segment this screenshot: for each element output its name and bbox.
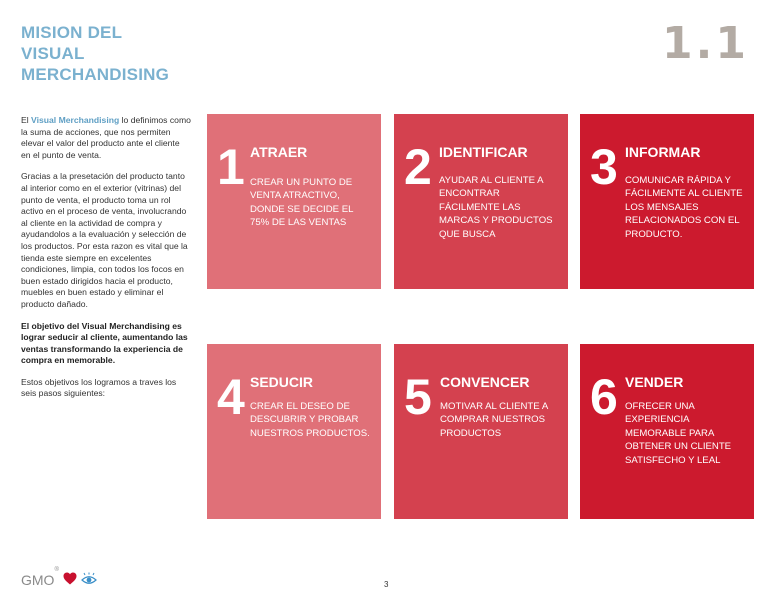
intro-paragraph-3: El objetivo del Visual Merchandising es lograr seducir al cliente, aumentando las ventas transformando la experiencia de compra en memorable. [21, 320, 188, 366]
step-title: INFORMAR [625, 144, 701, 160]
title-line-1: MISION DEL [21, 23, 123, 42]
step-card-6 [580, 344, 754, 519]
step-number: 2 [404, 139, 432, 195]
step-card-2 [394, 114, 568, 289]
step-number: 6 [590, 369, 618, 425]
brand-text: GMO [21, 572, 55, 588]
step-description: MOTIVAR AL CLIENTE A COMPRAR NUESTROS PRODUCTOS [440, 401, 548, 439]
brand-logo [21, 567, 97, 588]
step-description: AYUDAR AL CLIENTE A ENCONTRAR FÁCILMENTE LAS MARCAS Y PRODUCTOS QUE BUSCA [439, 175, 553, 240]
step-description: CREAR UN PUNTO DE VENTA ATRACTIVO, DONDE SE DECIDE EL 75% DE LAS VENTAS [250, 177, 354, 229]
step-title: VENDER [625, 374, 684, 390]
section-number: 1.1 [662, 18, 749, 69]
intro-text [21, 115, 191, 410]
intro-p1-prefix: El [21, 115, 32, 125]
step-number: 4 [217, 369, 245, 425]
title-line-2: VISUAL [21, 44, 85, 63]
step-title: IDENTIFICAR [439, 144, 528, 160]
title-line-3: MERCHANDISING [21, 65, 170, 84]
step-number: 5 [404, 369, 432, 425]
page-title [21, 22, 169, 85]
step-description: OFRECER UNA EXPERIENCIA MEMORABLE PARA OBTENER UN CLIENTE SATISFECHO Y LEAL [625, 401, 732, 466]
eye-icon [81, 572, 97, 588]
step-title: ATRAER [250, 144, 308, 160]
step-title: CONVENCER [440, 374, 530, 390]
heart-icon [63, 572, 77, 588]
step-description: CREAR EL DESEO DE DESCUBRIR Y PROBAR NUESTROS PRODUCTOS. [250, 401, 370, 439]
intro-p1-rest: lo definimos como la suma de acciones, que nos permiten elevar el valor del producto ante el cliente en el punto de venta. [21, 115, 191, 160]
step-description: COMUNICAR RÁPIDA Y FÁCILMENTE AL CLIENTE LOS MENSAJES RELACIONADOS CON EL PRODUCTO. [625, 175, 743, 240]
intro-p1-highlight: Visual Merchandising [31, 115, 120, 125]
brand-name [21, 567, 59, 588]
step-card-5 [394, 344, 568, 519]
step-number: 3 [590, 139, 618, 195]
step-card-1 [207, 114, 381, 289]
step-number: 1 [217, 139, 245, 195]
trademark-symbol: ® [54, 567, 59, 573]
intro-paragraph-2: Gracias a la presetación del producto tanto al interior como en el exterior (vitrinas) del punto de venta, el producto toma un rol activo en el proceso de venta, involucrando al cliente en la actividad de compra y ayudandolos a la evaluación y selección de los productos. Por esta razon es vital que la tienda este siempre en excelentes condiciones, limpia, con todos los focos en buen estado dirigidos hacia el producto, muebles en buen estado y eliminar el producto dañado. [21, 171, 188, 309]
step-card-4 [207, 344, 381, 519]
intro-paragraph-1 [21, 115, 191, 161]
step-card-3 [580, 114, 754, 289]
step-title: SEDUCIR [250, 374, 314, 390]
intro-paragraph-4: Estos objetivos los logramos a traves los seis pasos siguientes: [21, 376, 177, 399]
page-number: 3 [384, 580, 389, 589]
